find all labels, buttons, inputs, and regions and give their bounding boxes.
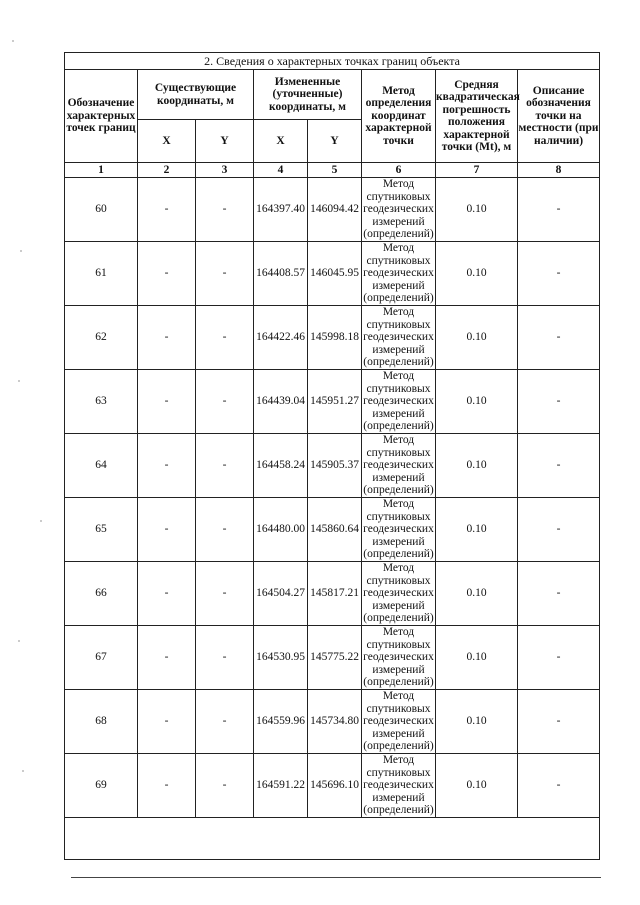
table-row — [65, 434, 600, 498]
cell-existing-x: - — [138, 562, 196, 626]
cell-description: - — [518, 242, 600, 306]
cell-method: Метод спутниковых геодезических измерений (определений) — [363, 690, 434, 753]
cell-coord-y: 145696.10 — [308, 754, 362, 818]
cell-coord-x: 164480.00 — [254, 498, 308, 562]
scan-speck — [12, 40, 14, 42]
cell-existing-y: - — [196, 370, 254, 434]
cell-accuracy: 0.10 — [436, 690, 518, 754]
empty-cell — [65, 818, 600, 860]
cell-description: - — [518, 498, 600, 562]
boundary-points-table — [64, 52, 600, 860]
cell-point-number: 62 — [65, 306, 138, 370]
header-existing-coords: Существующие координаты, м — [138, 70, 254, 120]
cell-description: - — [518, 434, 600, 498]
cell-method: Метод спутниковых геодезических измерений (определений) — [363, 242, 434, 305]
cell-accuracy: 0.10 — [436, 498, 518, 562]
cell-point-number: 66 — [65, 562, 138, 626]
cell-method: Метод спутниковых геодезических измерений (определений) — [363, 754, 434, 817]
cell-point-number: 61 — [65, 242, 138, 306]
cell-coord-x: 164530.95 — [254, 626, 308, 690]
cell-existing-x: - — [138, 306, 196, 370]
table-row — [65, 562, 600, 626]
scan-speck — [40, 520, 42, 522]
cell-description: - — [518, 626, 600, 690]
cell-point-number: 60 — [65, 178, 138, 242]
cell-coord-x: 164504.27 — [254, 562, 308, 626]
cell-coord-y: 145734.80 — [308, 690, 362, 754]
cell-accuracy: 0.10 — [436, 178, 518, 242]
cell-existing-y: - — [196, 754, 254, 818]
column-number: 1 — [65, 163, 138, 178]
cell-point-number: 67 — [65, 626, 138, 690]
scan-speck — [20, 250, 22, 252]
cell-accuracy: 0.10 — [436, 754, 518, 818]
table-row — [65, 242, 600, 306]
empty-row — [65, 818, 600, 860]
cell-coord-y: 145905.37 — [308, 434, 362, 498]
cell-point-number: 65 — [65, 498, 138, 562]
cell-existing-x: - — [138, 434, 196, 498]
column-number: 7 — [436, 163, 518, 178]
cell-method: Метод спутниковых геодезических измерений (определений) — [363, 370, 434, 433]
column-number: 6 — [362, 163, 436, 178]
column-number: 8 — [518, 163, 600, 178]
cell-method: Метод спутниковых геодезических измерений (определений) — [363, 498, 434, 561]
table-row — [65, 754, 600, 818]
header-existing-x: X — [138, 120, 196, 163]
cell-coord-x: 164458.24 — [254, 434, 308, 498]
cell-coord-x: 164422.46 — [254, 306, 308, 370]
cell-description: - — [518, 690, 600, 754]
scan-speck — [22, 770, 24, 772]
table-row — [65, 690, 600, 754]
cell-method: Метод спутниковых геодезических измерений (определений) — [363, 562, 434, 625]
cell-description: - — [518, 306, 600, 370]
cell-coord-x: 164591.22 — [254, 754, 308, 818]
cell-accuracy: 0.10 — [436, 626, 518, 690]
cell-coord-x: 164439.04 — [254, 370, 308, 434]
cell-accuracy: 0.10 — [436, 306, 518, 370]
cell-existing-x: - — [138, 754, 196, 818]
table-row — [65, 498, 600, 562]
cell-point-number: 69 — [65, 754, 138, 818]
cell-point-number: 64 — [65, 434, 138, 498]
cell-existing-y: - — [196, 498, 254, 562]
document-page — [64, 52, 599, 860]
table-row — [65, 626, 600, 690]
cell-existing-y: - — [196, 690, 254, 754]
scan-speck — [18, 380, 20, 382]
cell-existing-x: - — [138, 690, 196, 754]
cell-coord-x: 164408.57 — [254, 242, 308, 306]
cell-method: Метод спутниковых геодезических измерений (определений) — [363, 626, 434, 689]
cell-coord-x: 164397.40 — [254, 178, 308, 242]
cell-existing-x: - — [138, 370, 196, 434]
cell-coord-x: 164559.96 — [254, 690, 308, 754]
cell-point-number: 63 — [65, 370, 138, 434]
header-accuracy: Средняя квадратическая погрешность положения характерной точки (Mt), м — [436, 70, 518, 163]
section-title: 2. Сведения о характерных точках границ объекта — [65, 53, 600, 70]
table-row — [65, 178, 600, 242]
header-existing-y: Y — [196, 120, 254, 163]
table-row — [65, 306, 600, 370]
cell-coord-y: 145860.64 — [308, 498, 362, 562]
header-description: Описание обозначения точки на местности (при наличии) — [518, 70, 600, 163]
cell-description: - — [518, 562, 600, 626]
header-method: Метод определения координат характерной точки — [362, 70, 436, 163]
cell-accuracy: 0.10 — [436, 562, 518, 626]
header-changed-coords: Измененные (уточненные) координаты, м — [254, 70, 362, 120]
cell-method: Метод спутниковых геодезических измерений (определений) — [363, 178, 434, 241]
cell-description: - — [518, 370, 600, 434]
footer-rule — [71, 877, 601, 878]
column-number: 5 — [308, 163, 362, 178]
cell-coord-y: 145998.18 — [308, 306, 362, 370]
cell-existing-y: - — [196, 434, 254, 498]
cell-existing-y: - — [196, 626, 254, 690]
column-number: 2 — [138, 163, 196, 178]
cell-existing-y: - — [196, 562, 254, 626]
cell-coord-y: 145817.21 — [308, 562, 362, 626]
table-row — [65, 370, 600, 434]
cell-description: - — [518, 178, 600, 242]
cell-existing-x: - — [138, 242, 196, 306]
header-changed-x: X — [254, 120, 308, 163]
column-number: 4 — [254, 163, 308, 178]
cell-accuracy: 0.10 — [436, 242, 518, 306]
cell-existing-x: - — [138, 178, 196, 242]
cell-accuracy: 0.10 — [436, 434, 518, 498]
cell-existing-y: - — [196, 178, 254, 242]
cell-coord-y: 146045.95 — [308, 242, 362, 306]
header-designation: Обозначение характерных точек границ — [65, 70, 138, 163]
cell-coord-y: 145775.22 — [308, 626, 362, 690]
cell-description: - — [518, 754, 600, 818]
cell-existing-x: - — [138, 626, 196, 690]
header-changed-y: Y — [308, 120, 362, 163]
cell-method: Метод спутниковых геодезических измерений (определений) — [363, 306, 434, 369]
cell-existing-x: - — [138, 498, 196, 562]
cell-point-number: 68 — [65, 690, 138, 754]
scan-speck — [18, 640, 20, 642]
cell-accuracy: 0.10 — [436, 370, 518, 434]
cell-existing-y: - — [196, 242, 254, 306]
cell-coord-y: 146094.42 — [308, 178, 362, 242]
cell-coord-y: 145951.27 — [308, 370, 362, 434]
cell-method: Метод спутниковых геодезических измерений (определений) — [363, 434, 434, 497]
cell-existing-y: - — [196, 306, 254, 370]
column-number: 3 — [196, 163, 254, 178]
